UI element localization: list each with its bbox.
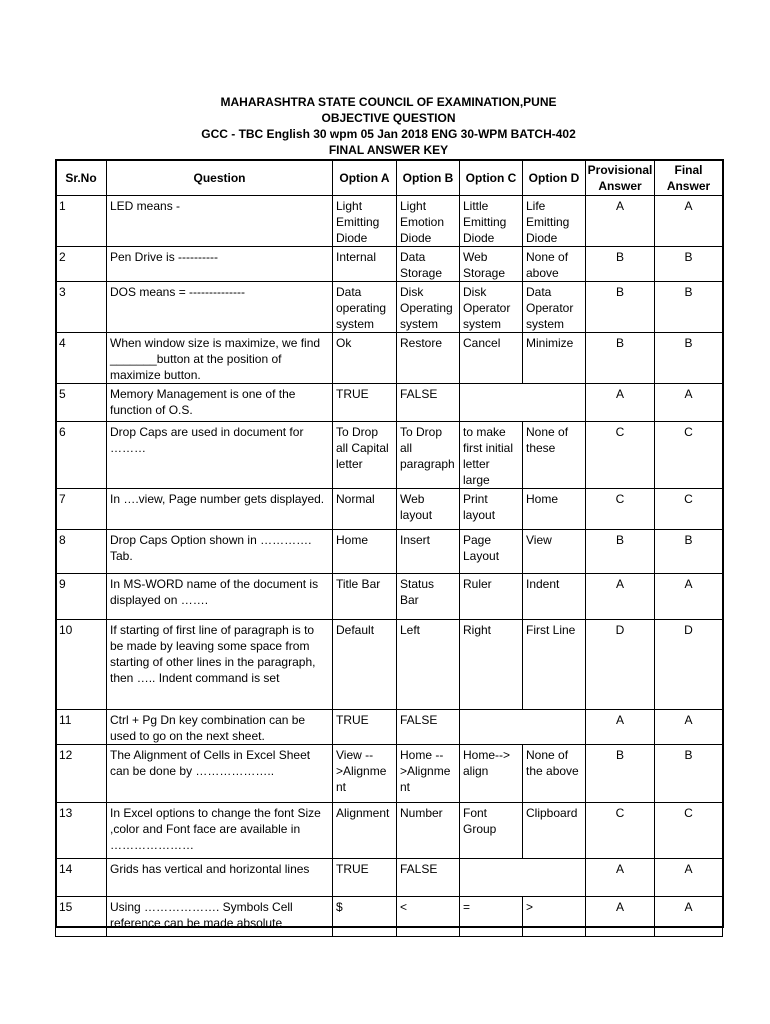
question-cell: In Excel options to change the font Size ,color and Font face are available in ………………… [107, 803, 333, 859]
option-a-cell: Ok [333, 333, 397, 384]
option-a-cell: To Drop all Capital letter [333, 422, 397, 489]
option-a-cell: Light Emitting Diode [333, 196, 397, 247]
option-d-cell: Life Emitting Diode [523, 196, 586, 247]
option-b-cell: < [397, 897, 460, 937]
sr-no-cell: 8 [56, 530, 107, 574]
option-a-cell: View -->Alignment [333, 745, 397, 803]
option-b-cell: FALSE [397, 384, 460, 422]
provisional-answer-cell: A [586, 196, 655, 247]
option-d-cell: Clipboard [523, 803, 586, 859]
final-answer-cell: B [655, 282, 723, 333]
option-a-cell: Normal [333, 489, 397, 530]
table-row [56, 282, 723, 333]
final-answer-cell: A [655, 196, 723, 247]
question-cell: Pen Drive is ---------- [107, 247, 333, 282]
option-d-cell: > [523, 897, 586, 937]
option-c-cell: Font Group [460, 803, 523, 859]
option-c-cell: Ruler [460, 574, 523, 620]
option-c-cell: to make first initial letter large [460, 422, 523, 489]
question-cell: The Alignment of Cells in Excel Sheet can be done by ……………….. [107, 745, 333, 803]
option-a-cell: Data operating system [333, 282, 397, 333]
provisional-answer-cell: D [586, 620, 655, 710]
final-answer-cell: A [655, 710, 723, 745]
sr-no-cell: 5 [56, 384, 107, 422]
table-row [56, 247, 723, 282]
final-answer-cell: B [655, 333, 723, 384]
final-answer-cell: A [655, 859, 723, 897]
col-header-question: Question [107, 160, 333, 196]
option-b-cell: Left [397, 620, 460, 710]
question-cell: In MS-WORD name of the document is displayed on ……. [107, 574, 333, 620]
table-row [56, 333, 723, 384]
option-d-cell: Home [523, 489, 586, 530]
question-cell: Drop Caps are used in document for ……… [107, 422, 333, 489]
provisional-answer-cell: A [586, 859, 655, 897]
option-d-cell: Data Operator system [523, 282, 586, 333]
option-c-cell: Disk Operator system [460, 282, 523, 333]
document-header [55, 94, 722, 158]
option-c-cell: Cancel [460, 333, 523, 384]
col-header-provisional: Provisional Answer [586, 160, 655, 196]
table-row [56, 384, 723, 422]
option-c-cell: Right [460, 620, 523, 710]
table-row [56, 530, 723, 574]
provisional-answer-cell: B [586, 282, 655, 333]
col-header-final: Final Answer [655, 160, 723, 196]
table-row [56, 620, 723, 710]
question-cell: Drop Caps Option shown in …………. Tab. [107, 530, 333, 574]
sr-no-cell: 15 [56, 897, 107, 937]
provisional-answer-cell: C [586, 489, 655, 530]
table-row [56, 710, 723, 745]
final-answer-cell: C [655, 489, 723, 530]
table-row [56, 489, 723, 530]
option-b-cell: To Drop all paragraph [397, 422, 460, 489]
provisional-answer-cell: C [586, 803, 655, 859]
sr-no-cell: 11 [56, 710, 107, 745]
doc-subtitle: OBJECTIVE QUESTION [321, 111, 456, 125]
table-row [56, 745, 723, 803]
option-c-cell: Page Layout [460, 530, 523, 574]
final-answer-cell: A [655, 574, 723, 620]
provisional-answer-cell: A [586, 710, 655, 745]
final-answer-cell: C [655, 422, 723, 489]
table-row [56, 859, 723, 897]
sr-no-cell: 10 [56, 620, 107, 710]
sr-no-cell: 4 [56, 333, 107, 384]
option-c-cell: Home--> align [460, 745, 523, 803]
option-a-cell: TRUE [333, 859, 397, 897]
sr-no-cell: 13 [56, 803, 107, 859]
answer-key-title: FINAL ANSWER KEY [328, 143, 449, 157]
question-cell: If starting of first line of paragraph is to be made by leaving some space from starting of other lines in the paragraph, then ….. Indent command is set [107, 620, 333, 710]
option-b-cell: Home -->Alignment [397, 745, 460, 803]
sr-no-cell: 6 [56, 422, 107, 489]
option-b-cell: Status Bar [397, 574, 460, 620]
option-b-cell: Insert [397, 530, 460, 574]
option-a-cell: Alignment [333, 803, 397, 859]
table-row [56, 422, 723, 489]
provisional-answer-cell: C [586, 422, 655, 489]
option-d-cell: None of above [523, 247, 586, 282]
option-a-cell: Internal [333, 247, 397, 282]
option-d-cell: None of these [523, 422, 586, 489]
final-answer-cell: C [655, 803, 723, 859]
final-answer-cell: B [655, 745, 723, 803]
sr-no-cell: 9 [56, 574, 107, 620]
provisional-answer-cell: B [586, 247, 655, 282]
provisional-answer-cell: A [586, 897, 655, 937]
option-a-cell: $ [333, 897, 397, 937]
sr-no-cell: 2 [56, 247, 107, 282]
answer-key-table [55, 159, 723, 937]
final-answer-cell: B [655, 530, 723, 574]
option-a-cell: TRUE [333, 384, 397, 422]
sr-no-cell: 14 [56, 859, 107, 897]
col-header-option-c: Option C [460, 160, 523, 196]
table-row [56, 803, 723, 859]
option-d-cell: First Line [523, 620, 586, 710]
sr-no-cell: 12 [56, 745, 107, 803]
provisional-answer-cell: A [586, 574, 655, 620]
table-header-row [56, 160, 723, 196]
option-b-cell: Disk Operating system [397, 282, 460, 333]
option-b-cell: FALSE [397, 859, 460, 897]
col-header-option-a: Option A [333, 160, 397, 196]
option-b-cell: Restore [397, 333, 460, 384]
option-c-d-cell [460, 384, 586, 422]
final-answer-cell: A [655, 897, 723, 937]
col-header-option-b: Option B [397, 160, 460, 196]
option-d-cell: View [523, 530, 586, 574]
option-b-cell: FALSE [397, 710, 460, 745]
option-d-cell: None of the above [523, 745, 586, 803]
council-title: MAHARASHTRA STATE COUNCIL OF EXAMINATION,PUNE [220, 95, 557, 109]
option-c-cell: = [460, 897, 523, 937]
option-a-cell: Home [333, 530, 397, 574]
provisional-answer-cell: A [586, 384, 655, 422]
option-c-cell: Web Storage [460, 247, 523, 282]
table-row [56, 574, 723, 620]
option-b-cell: Light Emotion Diode [397, 196, 460, 247]
question-cell: LED means - [107, 196, 333, 247]
question-cell: Grids has vertical and horizontal lines [107, 859, 333, 897]
question-cell: Memory Management is one of the function of O.S. [107, 384, 333, 422]
option-b-cell: Number [397, 803, 460, 859]
option-c-d-cell [460, 710, 586, 745]
question-cell: In ….view, Page number gets displayed. [107, 489, 333, 530]
final-answer-cell: A [655, 384, 723, 422]
option-d-cell: Minimize [523, 333, 586, 384]
provisional-answer-cell: B [586, 530, 655, 574]
sr-no-cell: 3 [56, 282, 107, 333]
option-c-cell: Little Emitting Diode [460, 196, 523, 247]
option-c-cell: Print layout [460, 489, 523, 530]
provisional-answer-cell: B [586, 745, 655, 803]
col-header-srno: Sr.No [56, 160, 107, 196]
option-a-cell: Title Bar [333, 574, 397, 620]
provisional-answer-cell: B [586, 333, 655, 384]
sr-no-cell: 1 [56, 196, 107, 247]
sr-no-cell: 7 [56, 489, 107, 530]
final-answer-cell: D [655, 620, 723, 710]
answer-rows [56, 196, 723, 937]
option-a-cell: Default [333, 620, 397, 710]
table-row [56, 897, 723, 937]
question-cell: Ctrl + Pg Dn key combination can be used to go on the next sheet. [107, 710, 333, 745]
option-d-cell: Indent [523, 574, 586, 620]
question-cell: DOS means = -------------- [107, 282, 333, 333]
col-header-option-d: Option D [523, 160, 586, 196]
option-c-d-cell [460, 859, 586, 897]
question-cell: Using ………………. Symbols Cell reference can be made absolute [107, 897, 333, 937]
final-answer-cell: B [655, 247, 723, 282]
option-b-cell: Data Storage [397, 247, 460, 282]
table-row [56, 196, 723, 247]
option-a-cell: TRUE [333, 710, 397, 745]
option-b-cell: Web layout [397, 489, 460, 530]
exam-title: GCC - TBC English 30 wpm 05 Jan 2018 ENG 30-WPM BATCH-402 [201, 127, 576, 141]
question-cell: When window size is maximize, we find _______button at the position of maximize button. [107, 333, 333, 384]
